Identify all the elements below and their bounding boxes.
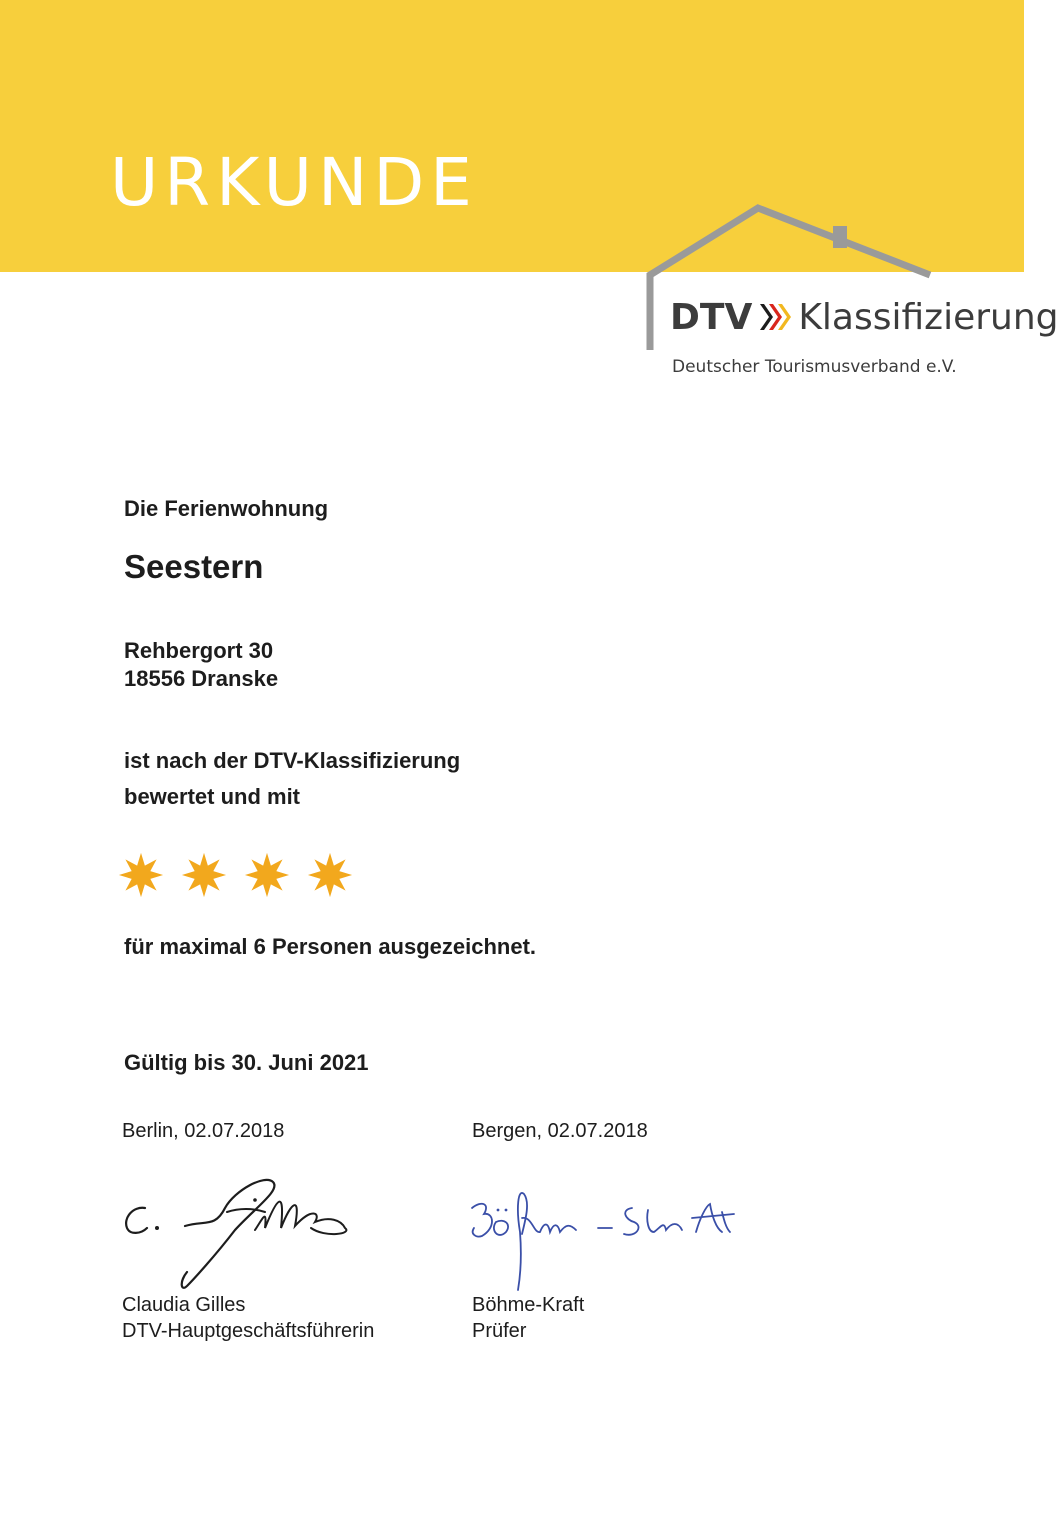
- star-icon: [244, 852, 290, 898]
- right-signer-name: Böhme-Kraft: [472, 1294, 585, 1316]
- description-line-2: bewertet und mit: [124, 784, 301, 809]
- property-name: Seestern: [124, 548, 264, 585]
- validity-text: Gültig bis 30. Juni 2021: [124, 1050, 369, 1075]
- left-place-date: Berlin, 02.07.2018: [122, 1120, 285, 1142]
- logo-subtitle: Deutscher Tourismusverband e.V.: [672, 357, 957, 377]
- star-icon: [118, 852, 164, 898]
- star-rating: [118, 852, 370, 904]
- chevrons-icon: [758, 302, 792, 332]
- star-icon: [307, 852, 353, 898]
- address-city: 18556 Dranske: [124, 666, 279, 691]
- address-street: Rehbergort 30: [124, 638, 274, 663]
- right-place-date: Bergen, 02.07.2018: [472, 1120, 648, 1142]
- right-signer-role: Prüfer: [472, 1320, 527, 1342]
- signature-left: [115, 1168, 365, 1293]
- logo-brand-name: Klassifizierung: [798, 297, 1059, 338]
- signature-right: [460, 1188, 750, 1298]
- description-line-1: ist nach der DTV-Klassifizierung: [124, 748, 461, 773]
- star-icon: [181, 852, 227, 898]
- certificate-title: URKUNDE: [110, 144, 478, 221]
- left-signer-name: Claudia Gilles: [122, 1294, 246, 1316]
- award-text: für maximal 6 Personen ausgezeichnet.: [124, 934, 537, 959]
- intro-text: Die Ferienwohnung: [124, 496, 329, 521]
- logo-dtv-label: DTV: [670, 297, 753, 338]
- left-signer-role: DTV-Hauptgeschäftsführerin: [122, 1320, 375, 1342]
- dtv-logo: [670, 297, 1059, 338]
